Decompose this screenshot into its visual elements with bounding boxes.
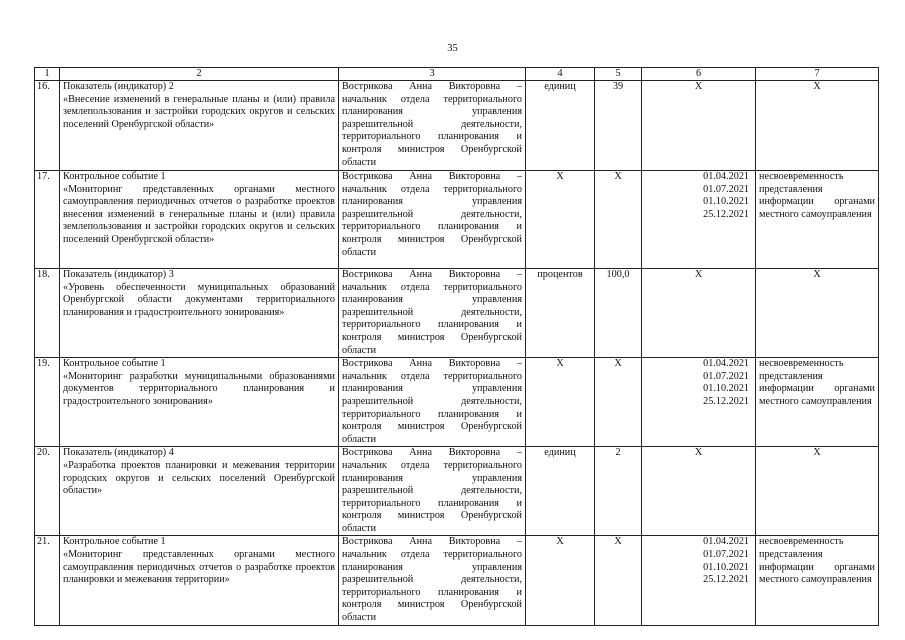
unit-of-measure: единиц	[526, 447, 595, 536]
responsible-person: Вострикова Анна Викторовна – начальник отдела территориального планирования управления разрешительной деятельности, территориального планирования и контроля министроя Оренбургской области	[339, 171, 526, 269]
event-text: «Разработка проектов планировки и межевания территории городских округов и сельских поселений Оренбургской области»	[63, 459, 335, 497]
event-text: «Мониторинг разработки муниципальными образованиями документов территориального планирования и градостроительного зонирования»	[63, 370, 335, 407]
responsible-person: Вострикова Анна Викторовна – начальник отдела территориального планирования управления разрешительной деятельности, территориального планирования и контроля министроя Оренбургской области	[339, 536, 526, 625]
due-date: 01.04.2021	[703, 536, 749, 548]
responsible-person: Вострикова Анна Викторовна – начальник отдела территориального планирования управления разрешительной деятельности, территориального планирования и контроля министроя Оренбургской области	[339, 269, 526, 358]
event-description	[60, 171, 339, 269]
row-number: 21.	[35, 536, 60, 625]
due-date: 01.04.2021	[703, 171, 749, 182]
due-date: Х	[694, 81, 703, 92]
column-number-row	[35, 68, 879, 81]
due-date: Х	[694, 447, 703, 459]
risk-description: несвоевременность представления информации органами местного самоуправления	[756, 536, 879, 625]
due-date: 01.10.2021	[703, 561, 749, 573]
target-value: 39	[595, 81, 642, 171]
due-date: 01.04.2021	[703, 358, 749, 370]
due-dates	[642, 447, 756, 536]
table-row	[35, 171, 879, 269]
event-title: Показатель (индикатор) 3	[63, 269, 174, 280]
unit-of-measure: процентов	[526, 269, 595, 358]
unit-of-measure: Х	[526, 358, 595, 447]
table-row	[35, 447, 879, 536]
row-number: 17.	[35, 171, 60, 269]
target-value: Х	[595, 171, 642, 269]
page-number: 35	[447, 43, 458, 54]
risk-description: Х	[756, 81, 879, 171]
event-description	[60, 81, 339, 171]
risk-description: несвоевременность представления информации органами местного самоуправления	[756, 358, 879, 447]
risk-description: несвоевременность представления информации органами местного самоуправления	[756, 171, 879, 269]
risk-description: Х	[756, 269, 879, 358]
unit-of-measure: Х	[526, 536, 595, 625]
event-title: Контрольное событие 1	[63, 171, 166, 182]
column-number: 4	[526, 68, 595, 81]
due-date: 01.07.2021	[703, 549, 749, 561]
row-number: 16.	[35, 81, 60, 171]
event-text: «Мониторинг представленных органами местного самоуправления периодичных отчетов о разработке проектов внесения изменений в генеральные планы и (или) правила землепользования и застройки городских округов и сельских поселений Оренбургской области»	[63, 183, 335, 245]
unit-of-measure: Х	[526, 171, 595, 269]
table-row	[35, 358, 879, 447]
event-text: «Уровень обеспеченности муниципальных образований Оренбургской области документами территориального планирования и градостроительного зонирования»	[63, 281, 335, 318]
due-date: 01.10.2021	[703, 383, 749, 395]
responsible-person: Вострикова Анна Викторовна – начальник отдела территориального планирования управления разрешительной деятельности, территориального планирования и контроля министроя Оренбургской области	[339, 81, 526, 171]
due-dates	[642, 269, 756, 358]
responsible-person: Вострикова Анна Викторовна – начальник отдела территориального планирования управления разрешительной деятельности, территориального планирования и контроля министроя Оренбургской области	[339, 358, 526, 447]
responsible-person: Вострикова Анна Викторовна – начальник отдела территориального планирования управления разрешительной деятельности, территориального планирования и контроля министроя Оренбургской области	[339, 447, 526, 536]
due-date: Х	[694, 269, 703, 280]
event-title: Контрольное событие 1	[63, 358, 166, 370]
due-date: 01.10.2021	[703, 196, 749, 208]
target-value: 100,0	[595, 269, 642, 358]
column-number: 2	[60, 68, 339, 81]
due-dates	[642, 81, 756, 171]
due-dates	[642, 171, 756, 269]
column-number: 6	[642, 68, 756, 81]
risk-description: Х	[756, 447, 879, 536]
table-row	[35, 81, 879, 171]
table-row	[35, 269, 879, 358]
column-number: 1	[35, 68, 60, 81]
event-description	[60, 536, 339, 625]
row-number: 20.	[35, 447, 60, 536]
event-title: Показатель (индикатор) 2	[63, 81, 174, 92]
event-description	[60, 447, 339, 536]
event-text: «Внесение изменений в генеральные планы и (или) правила землепользования и застройки городских округов и сельских поселений Оренбургской области»	[63, 93, 335, 130]
row-number: 18.	[35, 269, 60, 358]
event-title: Показатель (индикатор) 4	[63, 447, 174, 459]
target-value: Х	[595, 536, 642, 625]
due-date: 01.07.2021	[703, 183, 749, 195]
event-title: Контрольное событие 1	[63, 536, 166, 548]
due-dates	[642, 358, 756, 447]
event-description	[60, 358, 339, 447]
due-date: 25.12.2021	[703, 208, 749, 220]
due-date: 25.12.2021	[703, 395, 749, 407]
due-dates	[642, 536, 756, 625]
event-description	[60, 269, 339, 358]
target-value: Х	[595, 358, 642, 447]
row-number: 19.	[35, 358, 60, 447]
target-value: 2	[595, 447, 642, 536]
plan-table	[34, 67, 879, 626]
column-number: 5	[595, 68, 642, 81]
table-row	[35, 536, 879, 625]
column-number: 7	[756, 68, 879, 81]
column-number: 3	[339, 68, 526, 81]
due-date: 01.07.2021	[703, 370, 749, 382]
due-date: 25.12.2021	[703, 574, 749, 586]
unit-of-measure: единиц	[526, 81, 595, 171]
event-text: «Мониторинг представленных органами местного самоуправления периодичных отчетов о разработке проектов планировки и межевания территории»	[63, 549, 335, 586]
